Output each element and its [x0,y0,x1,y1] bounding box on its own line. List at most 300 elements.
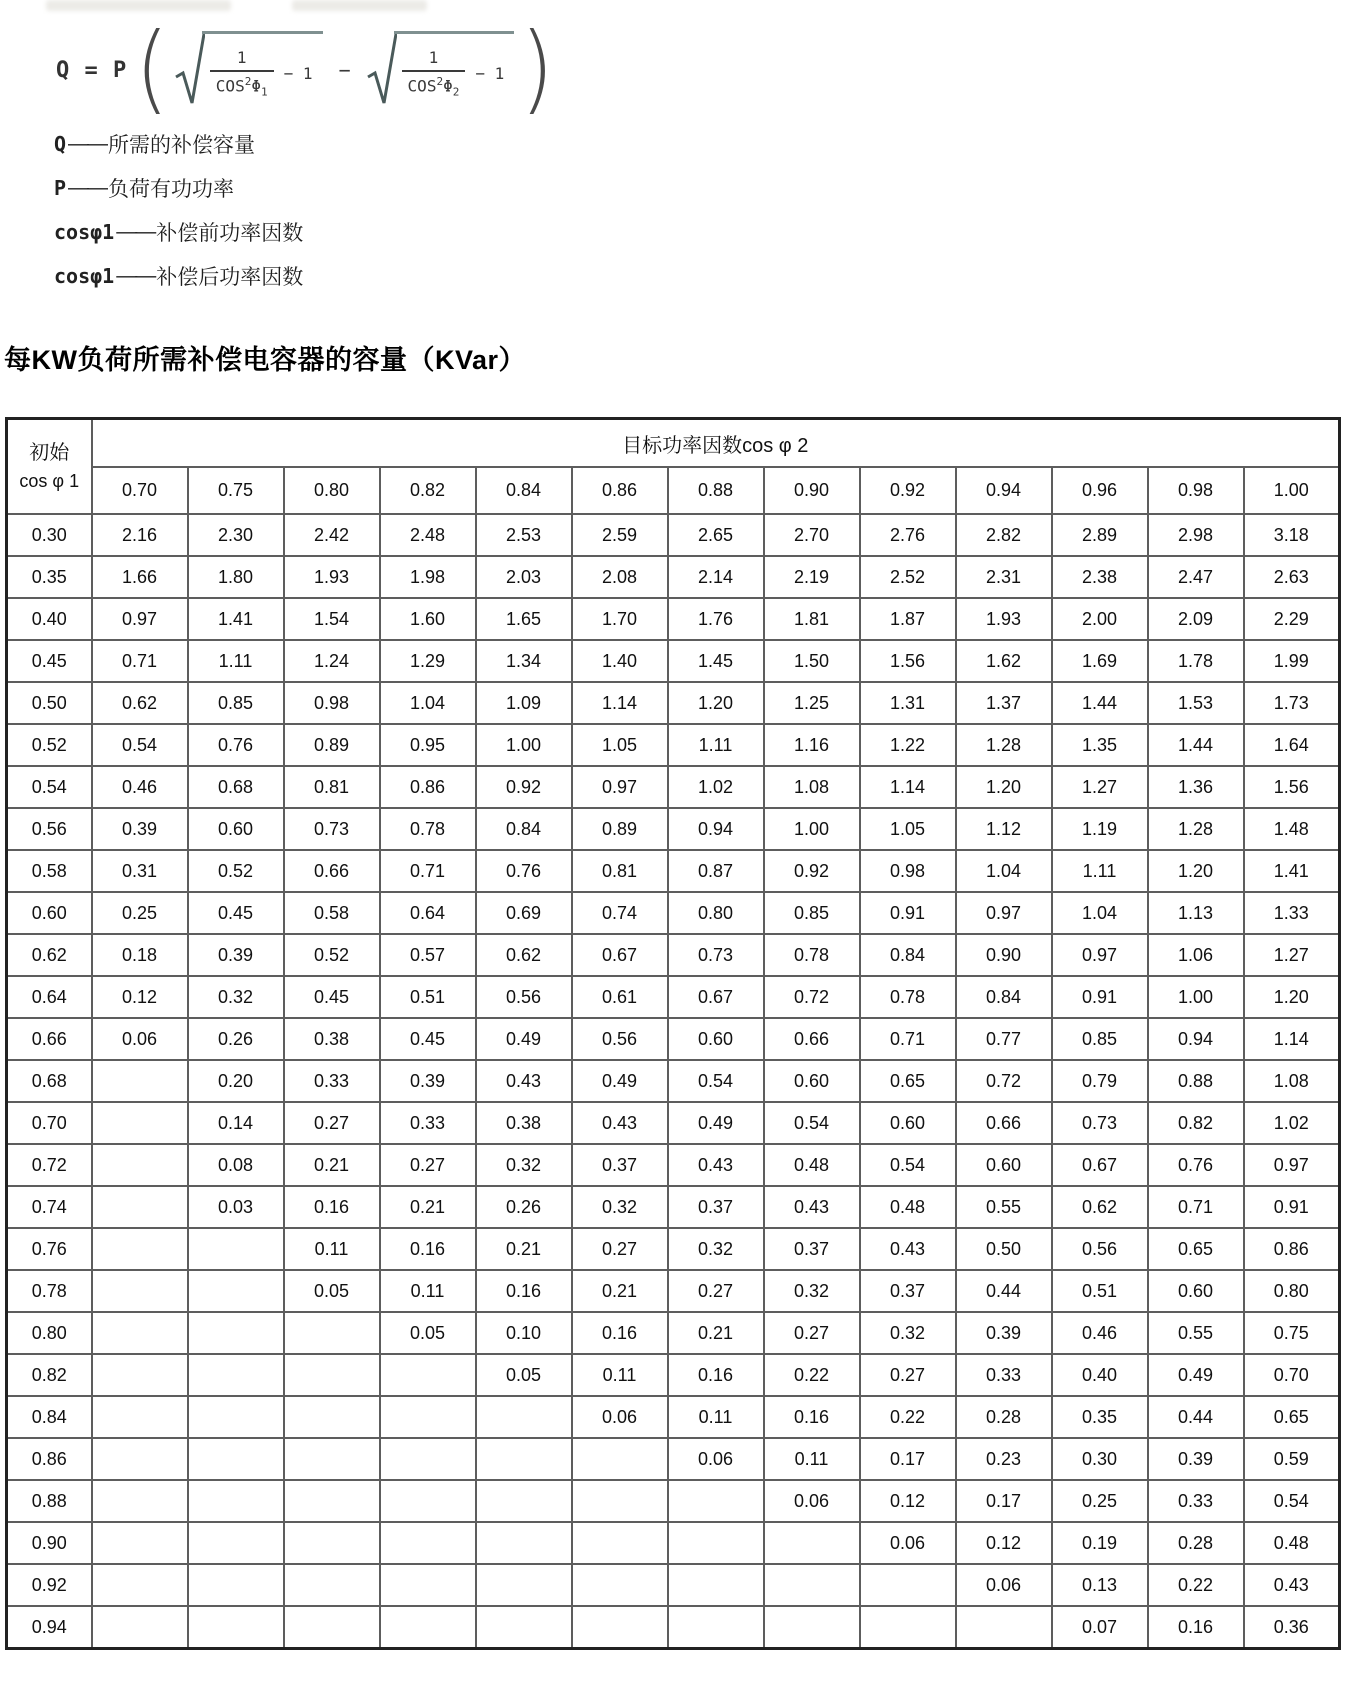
table-cell: 0.39 [380,1060,476,1102]
table-cell [668,1480,764,1522]
table-cell: 0.43 [860,1228,956,1270]
table-cell: 0.60 [860,1102,956,1144]
compensation-formula [56,13,554,126]
table-cell [476,1396,572,1438]
table-cell: 0.39 [92,808,188,850]
table-row [7,598,1340,640]
table-cell: 1.81 [764,598,860,640]
table-cell: 0.32 [860,1312,956,1354]
table-cell: 2.53 [476,514,572,556]
table-cell: 1.62 [956,640,1052,682]
table-cell: 1.06 [1148,934,1244,976]
table-cell: 0.16 [1148,1606,1244,1649]
table-cell: 1.41 [188,598,284,640]
table-cell: 2.16 [92,514,188,556]
table-row [7,1438,1340,1480]
table-cell: 0.85 [188,682,284,724]
table-cell: 1.19 [1052,808,1148,850]
table-cell: 0.72 [764,976,860,1018]
table-row [7,1228,1340,1270]
sqrt-term-2 [367,31,515,109]
table-cell: 0.12 [92,976,188,1018]
table-cell: 1.98 [380,556,476,598]
table-cell: 0.21 [572,1270,668,1312]
table-cell: 0.32 [476,1144,572,1186]
table-cell [284,1312,380,1354]
table-row [7,514,1340,556]
column-header: 0.80 [284,467,380,514]
table-cell: 1.14 [572,682,668,724]
table-cell [92,1438,188,1480]
table-cell: 1.11 [1052,850,1148,892]
table-row [7,1312,1340,1354]
cropped-text-remnant [292,0,427,11]
fraction [210,48,274,99]
minus-one: − 1 [283,63,313,83]
row-label: 0.40 [7,598,92,640]
row-label: 0.80 [7,1312,92,1354]
table-cell [188,1564,284,1606]
table-cell: 0.80 [1244,1270,1340,1312]
definition-symbol: P [54,176,67,200]
table-cell: 0.56 [476,976,572,1018]
corner-cell [7,419,92,515]
table-cell: 0.27 [668,1270,764,1312]
table-cell: 0.65 [1148,1228,1244,1270]
table-cell: 0.16 [572,1312,668,1354]
fraction-numerator: 1 [428,47,439,67]
table-cell [284,1606,380,1649]
table-cell: 1.73 [1244,682,1340,724]
row-label: 0.50 [7,682,92,724]
table-cell [92,1186,188,1228]
table-cell: 2.65 [668,514,764,556]
table-cell [668,1564,764,1606]
radical-sign [175,31,205,109]
table-cell: 0.66 [764,1018,860,1060]
table-cell: 0.77 [956,1018,1052,1060]
table-cell [284,1480,380,1522]
table-cell: 0.86 [1244,1228,1340,1270]
table-cell: 0.92 [764,850,860,892]
table-cell [860,1606,956,1649]
table-cell: 0.60 [1148,1270,1244,1312]
table-cell: 0.32 [668,1228,764,1270]
table-cell: 1.33 [1244,892,1340,934]
table-cell [572,1480,668,1522]
target-pf-header: 目标功率因数cos φ 2 [92,419,1340,468]
table-cell: 0.72 [956,1060,1052,1102]
table-cell: 0.66 [956,1102,1052,1144]
table-cell: 1.45 [668,640,764,682]
table-cell: 0.78 [860,976,956,1018]
table-cell: 0.35 [1052,1396,1148,1438]
table-row [7,682,1340,724]
table-cell: 2.08 [572,556,668,598]
table-cell [572,1522,668,1564]
definition-dash: —— [116,220,155,243]
table-cell: 1.05 [860,808,956,850]
table-cell: 0.65 [1244,1396,1340,1438]
corner-line1: 初始 [29,442,70,464]
table-cell: 1.20 [668,682,764,724]
table-cell: 1.36 [1148,766,1244,808]
table-cell: 0.79 [1052,1060,1148,1102]
table-cell: 0.52 [188,850,284,892]
table-cell [188,1606,284,1649]
table-cell: 1.12 [956,808,1052,850]
table-cell: 0.45 [188,892,284,934]
row-label: 0.76 [7,1228,92,1270]
table-row [7,1144,1340,1186]
table-cell: 0.50 [956,1228,1052,1270]
table-cell: 0.21 [380,1186,476,1228]
table-cell [380,1354,476,1396]
table-cell [92,1396,188,1438]
table-cell: 0.43 [476,1060,572,1102]
table-cell: 0.97 [1244,1144,1340,1186]
table-cell: 0.21 [476,1228,572,1270]
table-cell [188,1480,284,1522]
table-cell [380,1522,476,1564]
table-cell: 0.97 [956,892,1052,934]
table-cell: 0.32 [188,976,284,1018]
table-cell: 0.86 [380,766,476,808]
table-cell [92,1522,188,1564]
table-cell: 0.26 [188,1018,284,1060]
table-cell [188,1228,284,1270]
table-cell [92,1060,188,1102]
table-cell: 0.17 [956,1480,1052,1522]
table-cell: 0.20 [188,1060,284,1102]
row-label: 0.30 [7,514,92,556]
table-cell: 1.53 [1148,682,1244,724]
table-cell: 0.78 [380,808,476,850]
table-cell [284,1396,380,1438]
fraction-denominator: $COS^2\Phi_2$ [402,70,466,99]
table-cell: 1.34 [476,640,572,682]
table-cell: 0.43 [572,1102,668,1144]
table-cell: 1.20 [956,766,1052,808]
table-cell: 0.25 [1052,1480,1148,1522]
table-cell: 0.11 [572,1354,668,1396]
table-row [7,1480,1340,1522]
table-cell: 0.54 [668,1060,764,1102]
table-cell: 0.28 [956,1396,1052,1438]
table-cell: 1.11 [668,724,764,766]
table-cell: 0.59 [1244,1438,1340,1480]
table-cell: 0.16 [380,1228,476,1270]
table-cell: 0.44 [956,1270,1052,1312]
column-header-row [7,467,1340,514]
table-cell [188,1438,284,1480]
compensation-table [5,417,1341,1650]
table-cell: 0.21 [668,1312,764,1354]
table-cell: 0.18 [92,934,188,976]
table-cell: 0.43 [764,1186,860,1228]
table-cell: 0.67 [668,976,764,1018]
table-cell: 0.11 [764,1438,860,1480]
table-cell: 0.54 [1244,1480,1340,1522]
table-cell [188,1312,284,1354]
table-cell: 0.32 [764,1270,860,1312]
table-cell: 0.06 [860,1522,956,1564]
table-row [7,1354,1340,1396]
table-cell [668,1606,764,1649]
definition-dash: —— [68,132,107,155]
table-cell [380,1438,476,1480]
table-cell: 0.94 [668,808,764,850]
table-cell: 0.43 [1244,1564,1340,1606]
table-row [7,1270,1340,1312]
table-cell: 0.75 [1244,1312,1340,1354]
table-row [7,934,1340,976]
table-cell: 0.67 [1052,1144,1148,1186]
definition-line [54,122,303,166]
table-cell: 1.05 [572,724,668,766]
table-cell: 0.62 [92,682,188,724]
table-cell [380,1480,476,1522]
table-cell: 0.27 [284,1102,380,1144]
table-cell: 0.97 [92,598,188,640]
table-cell: 2.98 [1148,514,1244,556]
table-cell: 0.37 [764,1228,860,1270]
table-cell: 2.48 [380,514,476,556]
table-cell [188,1522,284,1564]
table-cell: 1.87 [860,598,956,640]
table-cell: 1.66 [92,556,188,598]
row-label: 0.60 [7,892,92,934]
table-cell: 1.29 [380,640,476,682]
table-cell: 0.97 [1052,934,1148,976]
table-cell: 1.41 [1244,850,1340,892]
table-row [7,1060,1340,1102]
table-cell: 0.33 [284,1060,380,1102]
table-cell: 0.98 [860,850,956,892]
table-cell: 1.78 [1148,640,1244,682]
row-label: 0.66 [7,1018,92,1060]
table-cell: 0.76 [188,724,284,766]
table-cell: 0.38 [284,1018,380,1060]
table-cell: 1.00 [476,724,572,766]
table-cell: 0.49 [1148,1354,1244,1396]
table-cell: 0.82 [1148,1102,1244,1144]
table-cell: 0.06 [572,1396,668,1438]
table-row [7,766,1340,808]
fraction-numerator: 1 [236,47,247,67]
table-cell: 0.60 [668,1018,764,1060]
table-cell: 0.33 [380,1102,476,1144]
table-row [7,808,1340,850]
minus-operator: − [338,58,351,82]
table-cell: 2.38 [1052,556,1148,598]
table-cell [668,1522,764,1564]
table-cell: 1.14 [1244,1018,1340,1060]
table-cell: 2.42 [284,514,380,556]
table-cell [284,1354,380,1396]
table-cell: 1.48 [1244,808,1340,850]
definition-text: 补偿后功率因数 [156,266,304,289]
table-cell: 0.51 [1052,1270,1148,1312]
row-label: 0.82 [7,1354,92,1396]
table-cell: 1.80 [188,556,284,598]
table-cell: 1.56 [1244,766,1340,808]
definition-text: 负荷有功功率 [108,178,235,201]
table-cell: 0.66 [284,850,380,892]
table-cell: 2.30 [188,514,284,556]
table-row [7,892,1340,934]
row-label: 0.45 [7,640,92,682]
definition-text: 补偿前功率因数 [156,222,304,245]
table-cell: 0.70 [1244,1354,1340,1396]
table-cell: 0.57 [380,934,476,976]
table-cell: 0.45 [380,1018,476,1060]
table-cell: 0.23 [956,1438,1052,1480]
table-row [7,724,1340,766]
table-cell: 1.09 [476,682,572,724]
table-cell [380,1564,476,1606]
table-cell: 1.31 [860,682,956,724]
sqrt-term-1 [175,31,323,109]
fraction [402,48,466,99]
table-cell: 1.56 [860,640,956,682]
table-cell: 0.25 [92,892,188,934]
table-row [7,1564,1340,1606]
table-cell: 0.30 [1052,1438,1148,1480]
table-cell: 0.69 [476,892,572,934]
table-cell: 1.65 [476,598,572,640]
table-cell: 0.45 [284,976,380,1018]
radical-sign [367,31,397,109]
table-cell: 1.04 [1052,892,1148,934]
column-header: 0.75 [188,467,284,514]
table-cell [92,1606,188,1649]
table-row [7,640,1340,682]
table-cell: 0.80 [668,892,764,934]
table-cell: 0.49 [572,1060,668,1102]
table-cell [188,1396,284,1438]
row-label: 0.72 [7,1144,92,1186]
close-paren: ) [520,13,554,126]
column-header: 0.98 [1148,467,1244,514]
table-cell: 0.46 [92,766,188,808]
table-cell: 0.56 [1052,1228,1148,1270]
table-cell: 0.27 [764,1312,860,1354]
table-cell: 2.09 [1148,598,1244,640]
table-cell: 0.11 [668,1396,764,1438]
span-header-row [7,419,1340,468]
table-cell: 0.05 [284,1270,380,1312]
table-cell: 0.54 [92,724,188,766]
table-cell [476,1522,572,1564]
table-cell: 1.93 [956,598,1052,640]
row-label: 0.86 [7,1438,92,1480]
table-cell: 0.60 [188,808,284,850]
table-cell: 0.27 [380,1144,476,1186]
table-cell: 3.18 [1244,514,1340,556]
table-cell: 0.38 [476,1102,572,1144]
table-cell: 0.94 [1148,1018,1244,1060]
table-cell: 0.54 [860,1144,956,1186]
table-cell: 1.93 [284,556,380,598]
table-cell: 1.25 [764,682,860,724]
table-cell: 1.69 [1052,640,1148,682]
table-cell: 1.76 [668,598,764,640]
table-cell: 0.73 [668,934,764,976]
table-cell: 0.73 [1052,1102,1148,1144]
table-cell: 2.89 [1052,514,1148,556]
table-cell: 1.28 [1148,808,1244,850]
table-cell: 0.91 [1244,1186,1340,1228]
table-cell: 2.70 [764,514,860,556]
table-cell: 2.14 [668,556,764,598]
table-cell: 0.16 [764,1396,860,1438]
column-header: 0.84 [476,467,572,514]
column-header: 0.90 [764,467,860,514]
table-cell: 0.22 [764,1354,860,1396]
row-label: 0.54 [7,766,92,808]
row-label: 0.58 [7,850,92,892]
table-cell: 0.33 [956,1354,1052,1396]
table-cell: 0.19 [1052,1522,1148,1564]
table-cell: 0.22 [860,1396,956,1438]
table-cell: 1.44 [1148,724,1244,766]
row-label: 0.68 [7,1060,92,1102]
table-cell: 0.11 [380,1270,476,1312]
table-cell: 0.60 [956,1144,1052,1186]
table-cell: 1.64 [1244,724,1340,766]
table-cell: 0.62 [476,934,572,976]
fraction-denominator: $COS^2\Phi_1$ [210,70,274,99]
table-cell: 0.62 [1052,1186,1148,1228]
table-cell: 1.20 [1148,850,1244,892]
table-cell: 0.39 [1148,1438,1244,1480]
row-label: 0.92 [7,1564,92,1606]
table-cell: 1.22 [860,724,956,766]
table-row [7,1186,1340,1228]
formula-lhs: Q = P [56,57,128,83]
table-cell: 0.31 [92,850,188,892]
table-cell: 0.64 [380,892,476,934]
table-cell: 0.05 [476,1354,572,1396]
definition-symbol: cosφ1 [54,220,115,244]
table-cell: 0.12 [956,1522,1052,1564]
table-cell: 0.46 [1052,1312,1148,1354]
table-cell: 0.48 [764,1144,860,1186]
table-row [7,556,1340,598]
table-cell: 1.28 [956,724,1052,766]
table-cell: 0.54 [764,1102,860,1144]
row-label: 0.52 [7,724,92,766]
table-cell: 0.16 [668,1354,764,1396]
table-cell: 1.44 [1052,682,1148,724]
table-cell: 1.02 [1244,1102,1340,1144]
table-cell: 2.31 [956,556,1052,598]
row-label: 0.62 [7,934,92,976]
table-cell: 0.06 [764,1480,860,1522]
table-cell: 1.50 [764,640,860,682]
section-title: 每KW负荷所需补偿电容器的容量（KVar） [4,345,527,375]
open-paren: ( [135,13,169,126]
definition-line [54,166,303,210]
table-cell: 0.21 [284,1144,380,1186]
definition-line [54,210,303,254]
table-cell: 1.11 [188,640,284,682]
table-cell: 0.67 [572,934,668,976]
table-cell: 0.85 [1052,1018,1148,1060]
symbol-definitions [54,122,303,298]
table-cell [956,1606,1052,1649]
